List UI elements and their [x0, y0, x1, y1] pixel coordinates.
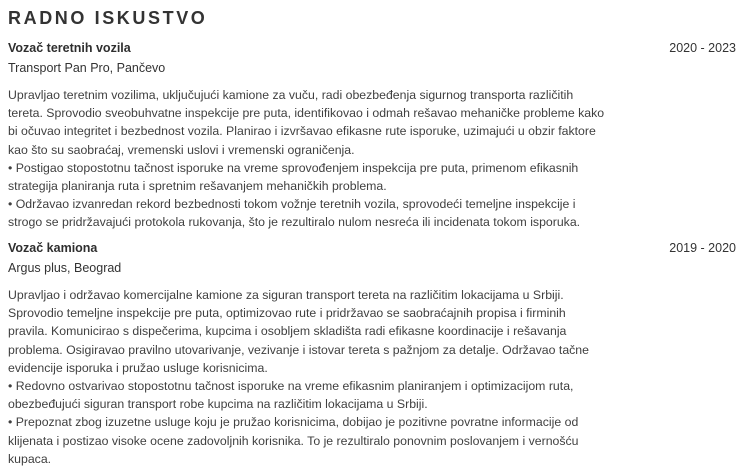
job-description [8, 286, 608, 468]
description-line: • Održavao izvanredan rekord bezbednosti tokom vožnje teretnih vozila, sprovodeći temeljne inspekcije i [8, 197, 576, 212]
description-line: • Postigao stopostotnu tačnost isporuke na vreme sprovođenjem inspekcija pre puta, primenom efikasnih [8, 160, 579, 175]
job-dates: 2019 - 2020 [669, 241, 736, 255]
description-line: • Prepoznat zbog izuzetne usluge koju je pružao korisnicima, dobijao je pozitivne povratne informacije od [8, 415, 579, 430]
job-header [8, 238, 741, 258]
description-line: pravila. Komunicirao s dispečerima, kupcima i osobljem skladišta radi efikasne koordinacije i rešavanja [8, 324, 567, 339]
job-title: Vozač kamiona [8, 241, 98, 255]
job-company: Argus plus, Beograd [8, 261, 122, 275]
job-entry [8, 238, 741, 468]
description-line: problema. Osigiravao pravilno utovarivanje, vezivanje i istovar tereta s pažnjom za detalje. Održavao tačne [8, 342, 589, 357]
description-line: strategija planiranja ruta i spretnim rešavanjem mehaničkih problema. [8, 179, 387, 194]
description-line: kao što su saobraćaj, vremenski uslovi i vremenski ograničenja. [8, 142, 355, 157]
description-line: kupaca. [8, 451, 52, 466]
job-title: Vozač teretnih vozila [8, 41, 131, 55]
description-line: Upravljao i održavao komercijalne kamione za siguran transport tereta na različitim lokacijama u Srbiji. [8, 288, 564, 302]
job-dates: 2020 - 2023 [669, 41, 736, 55]
job-entry [8, 38, 741, 232]
job-company: Transport Pan Pro, Pančevo [8, 61, 166, 75]
section-title: RADNO ISKUSTVO [8, 8, 208, 28]
description-line: klijenata i postizao visoke ocene zadovoljnih korisnika. To je rezultiralo ponovnim poslovanjem i vernošću [8, 433, 579, 448]
job-header [8, 38, 741, 58]
job-description [8, 86, 608, 232]
description-line: bi očuvao integritet i bezbednost vozila. Planirao i izvršavao efikasne rute isporuke, uzimajući u obzir faktore [8, 124, 596, 139]
description-line: evidencije isporuka i pružao usluge korisnicima. [8, 360, 268, 375]
description-line: Upravljao teretnim vozilima, uključujući kamione za vuču, radi obezbeđenja sigurnog transporta različitih [8, 88, 574, 102]
description-line: tereta. Sprovodio sveobuhvatne inspekcije pre puta, identifikovao i odmah rešavao mehaničke probleme kako [8, 106, 605, 121]
description-line: strogo se pridržavajući protokola rukovanja, što je rezultiralo nulom nesreća ili incidenata tokom isporuka. [8, 215, 581, 230]
description-line: Sprovodio temeljne inspekcije pre puta, optimizovao rute i pridržavao se saobraćajnih propisa i firminih [8, 306, 566, 321]
description-line: obezbeđujući siguran transport robe kupcima na različitim lokacijama u Srbiji. [8, 397, 428, 412]
description-line: • Redovno ostvarivao stopostotnu tačnost isporuke na vreme efikasnim planiranjem i optimizacijom ruta, [8, 379, 574, 394]
